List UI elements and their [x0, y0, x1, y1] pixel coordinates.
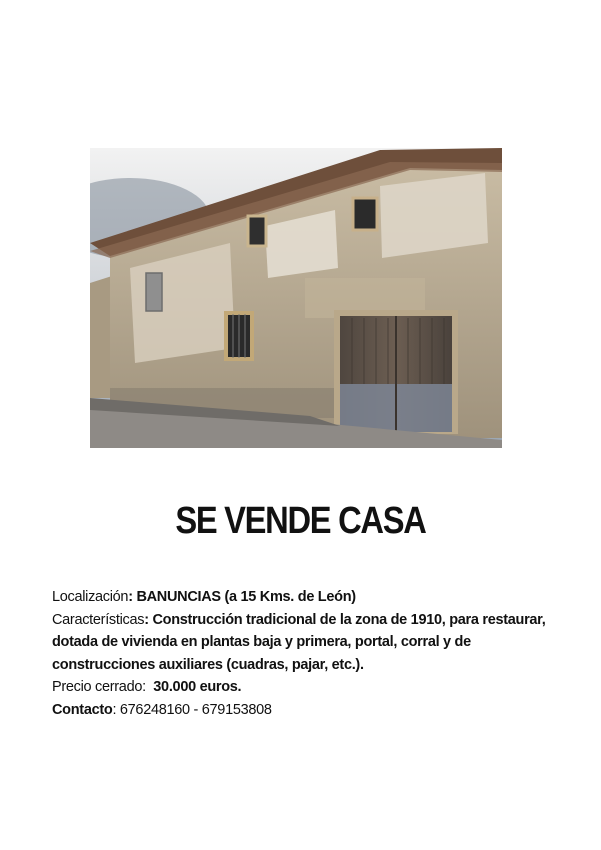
features-text-1: Construcción tradicional de la zona de 1910, para restaurar, — [152, 611, 546, 628]
house-photo — [90, 148, 502, 448]
price-line — [52, 676, 572, 699]
contact-line: Contacto: 676248160 - 679153808 — [52, 701, 272, 718]
listing-details — [52, 586, 572, 721]
contact-value: 676248160 - 679153808 — [119, 701, 272, 718]
location-value: BANUNCIAS (a 15 Kms. de León) — [136, 589, 356, 605]
page-title: SE VENDE CASA — [175, 500, 426, 542]
price-value: 30.000 euros. — [153, 679, 242, 695]
contact-label: Contacto — [52, 701, 113, 718]
location-label: Localización — [52, 589, 129, 605]
features-label: Características — [52, 611, 145, 628]
features-line-2: dotada de vivienda en plantas baja y primera, portal, corral y de — [52, 634, 471, 650]
location-line: Localización: BANUNCIAS (a 15 Kms. de León) — [52, 589, 356, 605]
features-line-3: construcciones auxiliares (cuadras, pajar, etc.). — [52, 656, 364, 673]
features-line-1: Características: Construcción tradicional de la zona de 1910, para restaurar, — [52, 611, 546, 628]
price-label: Precio cerrado: — [52, 679, 146, 695]
